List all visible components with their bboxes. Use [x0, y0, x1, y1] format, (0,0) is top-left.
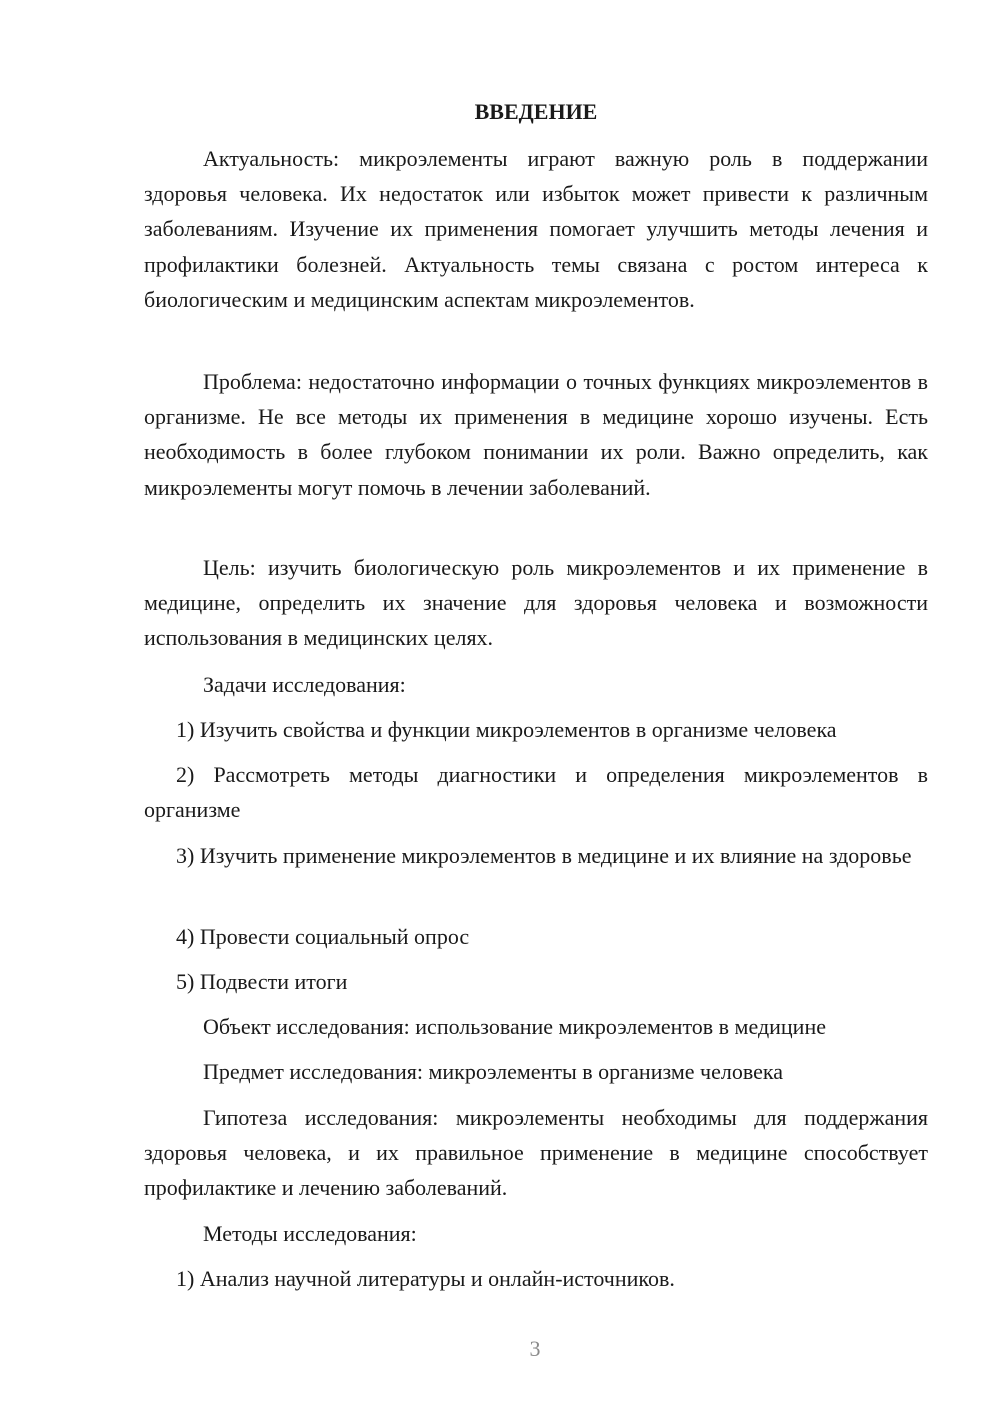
page-number: 3: [529, 1336, 541, 1361]
task-item-5: 5) Подвести итоги: [176, 969, 348, 994]
research-object: Объект исследования: использование микроэлементов в медицине: [203, 1014, 826, 1039]
section-title: ВВЕДЕНИЕ: [474, 99, 598, 124]
problem-paragraph: Проблема: недостаточно информации о точных функциях микроэлементов в организме. Не все методы их применения в медицине хорошо изучены. Есть необходимость в более глубоком понимании их роли. Важно определить, как микроэлементы могут помочь в лечении заболеваний.: [144, 369, 928, 500]
relevance-paragraph: Актуальность: микроэлементы играют важную роль в поддержании здоровья человека. Их недостаток или избыток может привести к различным заболеваниям. Изучение их применения помогает улучшить методы лечения и профилактики болезней. Актуальность темы связана с ростом интереса к биологическим и медицинским аспектам микроэлементов.: [144, 146, 928, 312]
tasks-heading: Задачи исследования:: [203, 672, 406, 697]
task-item-3: 3) Изучить применение микроэлементов в медицине и их влияние на здоровье: [176, 843, 912, 868]
methods-heading: Методы исследования:: [203, 1221, 417, 1246]
task-item-2: 2) Рассмотреть методы диагностики и определения микроэлементов в организме: [144, 762, 928, 823]
research-subject: Предмет исследования: микроэлементы в организме человека: [203, 1059, 783, 1084]
goal-paragraph: Цель: изучить биологическую роль микроэлементов и их применение в медицине, определить их значение для здоровья человека и возможности использования в медицинских целях.: [144, 555, 928, 651]
hypothesis-paragraph: Гипотеза исследования: микроэлементы необходимы для поддержания здоровья человека, и их правильное применение в медицине способствует профилактике и лечению заболеваний.: [144, 1105, 928, 1201]
method-item-1: 1) Анализ научной литературы и онлайн-источников.: [176, 1266, 675, 1291]
task-item-1: 1) Изучить свойства и функции микроэлементов в организме человека: [176, 717, 837, 742]
task-item-4: 4) Провести социальный опрос: [176, 924, 470, 949]
